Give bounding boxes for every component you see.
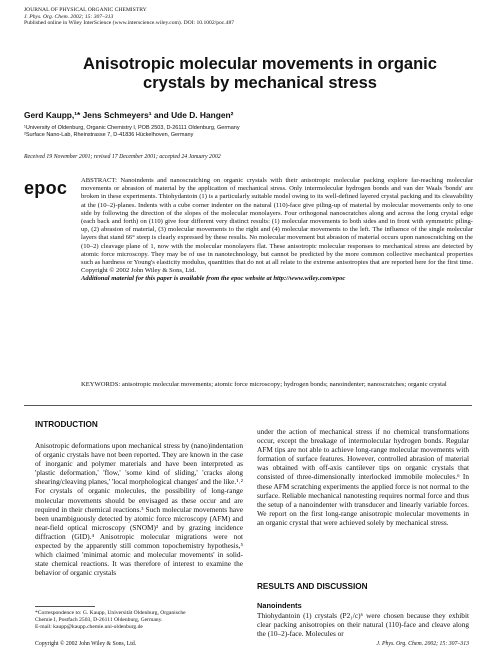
journal-published: Published online in Wiley InterScience (www.interscience.wiley.com). DOI: 10.1002/poc.487 [24, 20, 235, 27]
nanoindents-heading: Nanoindents [257, 601, 302, 610]
epoc-logo: epoc [24, 178, 68, 198]
paper-title: Anisotropic molecular movements in organic crystals by mechanical stress [83, 55, 437, 92]
author-list: Gerd Kaupp,¹* Jens Schmeyers¹ and Ude D. Hangen² [24, 110, 234, 120]
additional-material-note: Additional material for this paper is available from the epoc website at http://www.wiley.com/epoc [81, 275, 346, 283]
journal-header [24, 7, 234, 27]
affiliation-1: ¹University of Oldenburg, Organic Chemistry I, POB 2503, D-26111 Oldenburg, Germany [24, 125, 240, 131]
right-column-paragraph: under the action of mechanical stress if no chemical transformations occur, except the breakage of intermolecular hydrogen bonds. Regular AFM tips are not able to achieve long-range molecular movements with formation of surface features. However, controlled abrasion of material was obtained with off-axis cantilever tips on organic crystals that consisted of three-dimensionally interlocked immobile molecules.⁶ In these AFM scratching experiments the applied force is not normal to the surface. Reliable mechanical nanotesting requires normal force and thus the setup of a nanoindenter with transducer and linearly variable forces. We report on the first long-range anisotropic molecular movements in an organic crystal that were achieved solely by mechanical stress. [257, 427, 469, 527]
intro-column-text [35, 441, 243, 577]
keywords: KEYWORDS: anisotropic molecular movements; atomic force microscopy; hydrogen bonds; nanoindenter; nanoscratches; organic crystal [81, 381, 447, 388]
nanoindents-text [257, 611, 469, 638]
right-column-text [257, 427, 469, 527]
nanoindents-paragraph: Thiohydantoin (1) crystals (P2₁/c)⁶ were chosen because they exhibit clear packing anisotropies on their natural (110)-face and cleave along the (10–2)-face. Molecules or [257, 611, 469, 639]
intro-heading: INTRODUCTION [35, 420, 98, 429]
footnote-line-3: E-mail: kaupp@kaupp.chemie.uni-oldenburg.de [35, 623, 143, 630]
abstract-text: ABSTRACT: Nanoindents and nanoscratching on organic crystals with their anisotropic molecular packing explore far-reaching molecular movements or abrasion of material by the application of mechanical stress. Only intermolecular hydrogen bonds and van der Waals 'bonds' are broken in these experiments. Thiohydantoin (1) is a particularly suitable model owing to its well-defined layered crystal packing and its cleavability at the (10–2)-planes. Indents with a cube corner indenter on the natural (110)-face give piling-up of material by molecular movements only to one side by following the direction of the slopes of the molecular monolayers. Four orthogonal nanoscratches along and across the long crystal edge (each back and forth) on (110) give four different very distinct results: (1) molecular movements to both sides and in front with symmetric piling-up, (2) abrasion of material, (3) molecular movements to the right and (4) molecular movements to the left. The influence of the single molecular layers that stand 66° steep is clearly expressed by these results. No molecular movement but abrasion of material occurs upon nanoscratching on the (10–2) cleavage plane of 1, now with the molecular monolayers flat. These anisotropic molecular responses to mechanical stress are detected by atomic force microscopy. They may be of use in nanotechnology, but cannot be predicted by the more common collective mechanical properties such as hardness or Young's elasticity modulus, quantities that do not at all relate to the extreme anisotropies that are reported here for the first time. Copyright © 2002 John Wiley & Sons, Ltd. [81, 177, 473, 275]
footer-citation: J. Phys. Org. Chem. 2002; 15: 307–313 [376, 641, 469, 647]
abstract [81, 177, 473, 284]
journal-citation: J. Phys. Org. Chem. 2002; 15: 307–313 [24, 13, 114, 20]
footnote-divider [35, 606, 95, 607]
footnote-line-2: Chemie I, Postfach 2503, D-26111 Oldenburg, Germany. [35, 616, 163, 623]
section-divider [24, 405, 472, 406]
intro-paragraph: Anisotropic deformations upon mechanical stress by (nano)indentation of organic crystals have not been reported. They are known in the case of inorganic and polymer materials and have been interpreted as 'plastic deformation,' 'flow,' 'some kind of sliding,' 'cracks along shearing/cleaving planes,' 'local morphological changes' and the like.¹˒² For crystals of organic molecules, the possibility of long-range molecular movements should be envisaged as these occur and are required in their chemical reactions.³ Such molecular movements have been unambiguously detected by atomic force microscopy (AFM) and near-field optical microscopy (SNOM)³ and by grazing incidence diffraction (GID).⁴ Anisotropic molecular migrations were not expected by the apparently still common topochemistry hypothesis,⁵ which claimed 'minimal atomic and molecular movements' in solid-state chemical reactions. It was therefore of interest to examine the behavior of organic crystals [35, 441, 243, 578]
affiliations [24, 125, 240, 140]
correspondence-footnote [35, 610, 243, 631]
journal-name: JOURNAL OF PHYSICAL ORGANIC CHEMISTRY [24, 7, 147, 13]
affiliation-2: ²Surface Nano-Lab, Rheinstrasse 7, D-41836 Hückelhoven, Germany [24, 132, 194, 139]
received-dates: Received 19 November 2001; revised 17 December 2001; accepted 24 January 2002 [24, 154, 221, 160]
results-heading: RESULTS AND DISCUSSION [257, 582, 368, 591]
footnote-line-1: *Correspondence to: G. Kaupp, Universität Oldenburg, Organische [35, 610, 186, 616]
footer-copyright: Copyright © 2002 John Wiley & Sons, Ltd. [35, 641, 137, 647]
